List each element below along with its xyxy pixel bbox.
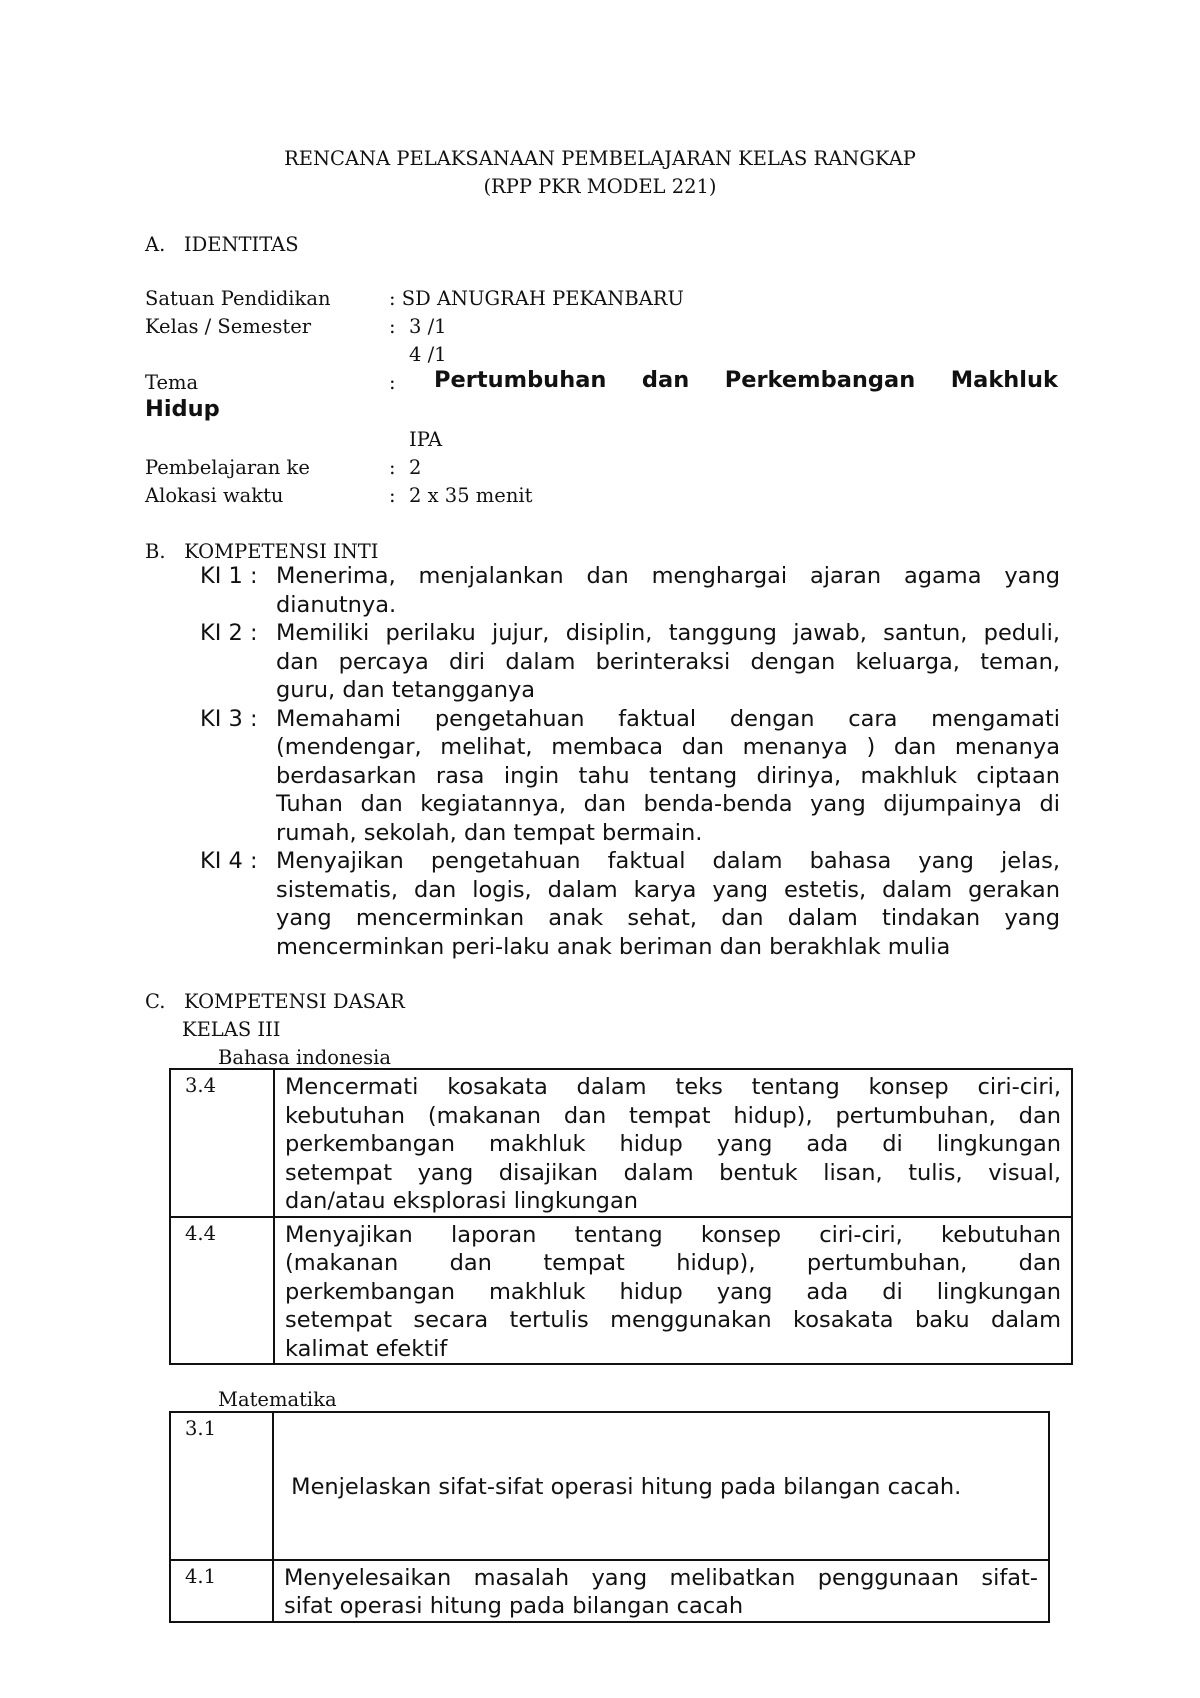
tema-value-line1-wrap: [434, 367, 1058, 393]
ki-line: yang mencerminkan anak sehat, dan dalam tindakan yang: [276, 905, 1060, 931]
kelas-colon: :: [389, 315, 396, 338]
kd-number: 4.1: [170, 1560, 273, 1622]
ki-item: [200, 562, 1060, 619]
ki-line: mencerminkan peri-laku anak beriman dan berakhlak mulia: [276, 933, 951, 960]
kd-number: 4.4: [170, 1217, 274, 1365]
ki-line: berdasarkan rasa ingin tahu tentang dirinya, makhluk ciptaan: [276, 762, 1060, 789]
kd-line: (makanan dan tempat hidup), pertumbuhan, dan: [285, 1250, 1061, 1276]
alokasi-colon: :: [389, 484, 396, 507]
kd-line: sifat operasi hitung pada bilangan cacah: [284, 1593, 744, 1619]
kd-text: [274, 1069, 1072, 1217]
table-row: [170, 1412, 1049, 1560]
kd-line: dan/atau eksplorasi lingkungan: [285, 1188, 639, 1214]
kd-number: 3.4: [170, 1069, 274, 1217]
kd-line: kebutuhan (makanan dan tempat hidup), pertumbuhan, dan: [285, 1102, 1061, 1129]
pembelajaran-value: 2: [409, 456, 422, 479]
kd-line: Menyajikan laporan tentang konsep ciri-ciri, kebutuhan: [285, 1221, 1061, 1248]
subject-bahasa: Bahasa indonesia: [218, 1046, 391, 1069]
tema-subject: IPA: [409, 428, 443, 451]
ki-line: rumah, sekolah, dan tempat bermain.: [276, 819, 703, 846]
table-matematika: [169, 1411, 1050, 1623]
kd-line: perkembangan makhluk hidup yang ada di lingkungan: [285, 1131, 1061, 1157]
kd-line: setempat secara tertulis menggunakan kosakata baku dalam: [285, 1307, 1061, 1333]
ki-label: KI 2 :: [200, 620, 258, 646]
section-b-heading: B. KOMPETENSI INTI: [145, 540, 379, 563]
ki-line: Memahami pengetahuan faktual dengan cara mengamati: [276, 705, 1060, 732]
pembelajaran-colon: :: [389, 456, 396, 479]
ki-label: KI 3 :: [200, 705, 258, 732]
kd-line: Menjelaskan sifat-sifat operasi hitung pada bilangan cacah.: [284, 1474, 962, 1500]
table-row: [170, 1217, 1072, 1365]
ki-label: KI 4 :: [200, 848, 258, 874]
alokasi-label: Alokasi waktu: [145, 484, 284, 507]
ki-line: guru, dan tetangganya: [276, 677, 536, 703]
tema-label: Tema: [145, 371, 199, 394]
pembelajaran-label: Pembelajaran ke: [145, 456, 310, 479]
ki-label: KI 1 :: [200, 563, 258, 589]
kd-line: kalimat efektif: [285, 1335, 448, 1362]
kelas-label: Kelas / Semester: [145, 315, 312, 338]
ki-list: [200, 562, 1060, 961]
kd-text: [273, 1560, 1049, 1622]
ki-line: dianutnya.: [276, 591, 397, 618]
ki-line: Menyajikan pengetahuan faktual dalam bahasa yang jelas,: [276, 848, 1060, 874]
ki-line: Memiliki perilaku jujur, disiplin, tanggung jawab, santun, peduli,: [276, 620, 1060, 646]
kd-line: Menyelesaikan masalah yang melibatkan penggunaan sifat-: [284, 1564, 1038, 1591]
document-subtitle: (RPP PKR MODEL 221): [483, 175, 717, 198]
kd-line: setempat yang disajikan dalam bentuk lisan, tulis, visual,: [285, 1159, 1061, 1186]
tema-value-line1: Pertumbuhan dan Perkembangan Makhluk: [434, 367, 1058, 393]
table-row: [170, 1560, 1049, 1622]
tema-value-line2: Hidup: [145, 396, 220, 422]
subject-matematika: Matematika: [218, 1388, 337, 1411]
alokasi-value: 2 x 35 menit: [409, 484, 533, 507]
ki-line: sistematis, dan logis, dalam karya yang estetis, dalam gerakan: [276, 876, 1060, 903]
ki-line: (mendengar, melihat, membaca dan menanya ) dan menanya: [276, 734, 1060, 760]
satuan-label: Satuan Pendidikan: [145, 287, 331, 310]
section-a-heading: A. IDENTITAS: [145, 233, 299, 256]
ki-item: [200, 619, 1060, 705]
table-row: [170, 1069, 1072, 1217]
kelas-heading: KELAS III: [182, 1018, 281, 1041]
kd-text: [274, 1217, 1072, 1365]
kelas-value-1: 3 /1: [409, 315, 447, 338]
table-bahasa-indonesia: [169, 1068, 1073, 1365]
ki-line: Menerima, menjalankan dan menghargai ajaran agama yang: [276, 563, 1060, 589]
ki-item: [200, 847, 1060, 961]
kd-number: 3.1: [170, 1412, 273, 1560]
satuan-value: : SD ANUGRAH PEKANBARU: [389, 287, 684, 310]
tema-colon: :: [389, 371, 396, 394]
section-c-heading: C. KOMPETENSI DASAR: [145, 990, 405, 1013]
kd-text: [273, 1412, 1049, 1560]
ki-item: [200, 705, 1060, 848]
document-title: RENCANA PELAKSANAAN PEMBELAJARAN KELAS RANGKAP: [284, 147, 916, 170]
ki-line: Tuhan dan kegiatannya, dan benda-benda yang dijumpainya di: [276, 791, 1060, 817]
kd-line: perkembangan makhluk hidup yang ada di lingkungan: [285, 1278, 1061, 1305]
kd-line: Mencermati kosakata dalam teks tentang konsep ciri-ciri,: [285, 1074, 1061, 1100]
kelas-value-2: 4 /1: [409, 343, 447, 366]
ki-line: dan percaya diri dalam berinteraksi dengan keluarga, teman,: [276, 648, 1060, 675]
